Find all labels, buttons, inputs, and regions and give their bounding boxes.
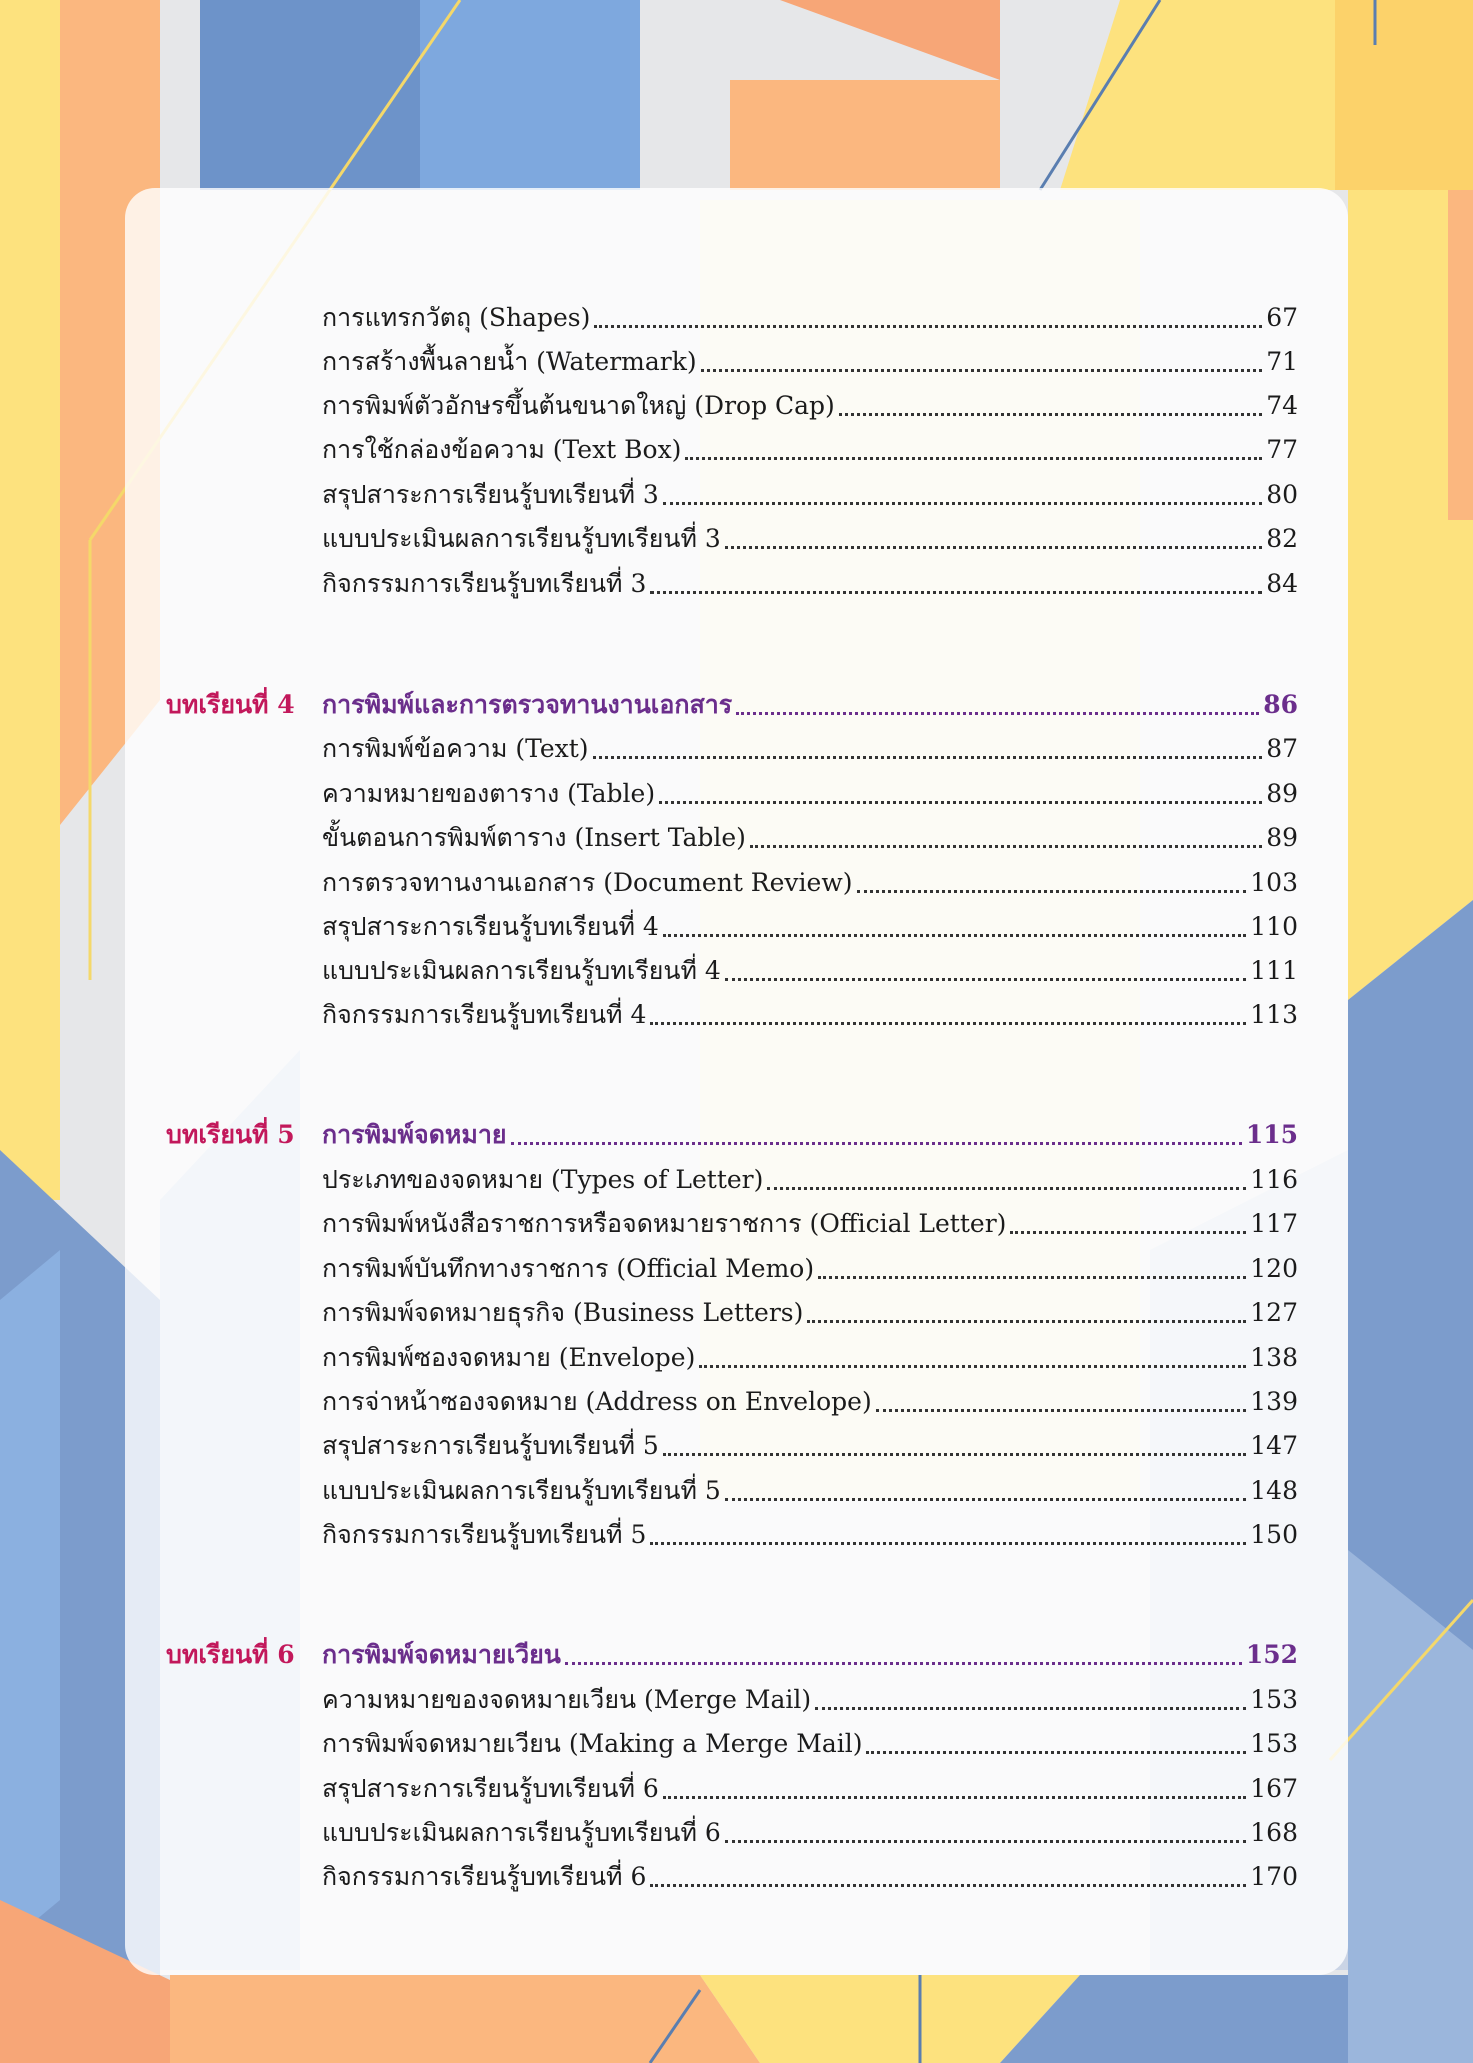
- toc-entry-page: 170: [1250, 1862, 1298, 1891]
- toc-entry-title: แบบประเมินผลการเรียนรู้บทเรียนที่ 6: [322, 1818, 721, 1847]
- toc-entry-title: แบบประเมินผลการเรียนรู้บทเรียนที่ 3: [322, 524, 721, 553]
- toc-entry[interactable]: [322, 1205, 1298, 1243]
- chapter-title: การพิมพ์จดหมายเวียน: [322, 1640, 561, 1669]
- dot-leader: [650, 1022, 1246, 1025]
- chapter-page: 152: [1245, 1640, 1298, 1669]
- dot-leader: [866, 1751, 1246, 1754]
- toc-entry-title: การพิมพ์จดหมายเวียน (Making a Merge Mail): [322, 1729, 863, 1758]
- toc-entry[interactable]: [322, 1681, 1298, 1719]
- dot-leader: [593, 756, 1263, 759]
- toc-entry-title: การพิมพ์ตัวอักษรขึ้นต้นขนาดใหญ่ (Drop Cap): [322, 391, 835, 420]
- toc-entry[interactable]: [322, 996, 1298, 1034]
- toc-entry[interactable]: [322, 1161, 1298, 1199]
- toc-entry-page: 153: [1250, 1685, 1298, 1714]
- toc-entry-page: 168: [1250, 1818, 1298, 1847]
- dot-leader: [699, 1365, 1246, 1368]
- toc-entry[interactable]: [322, 343, 1298, 381]
- toc-entry-page: 103: [1250, 868, 1298, 897]
- dot-leader: [663, 1796, 1246, 1799]
- toc-entry-page: 74: [1266, 391, 1298, 420]
- toc-entry-title: การตรวจทานงานเอกสาร (Document Review): [322, 868, 853, 897]
- dot-leader: [725, 978, 1246, 981]
- toc-entry-page: 147: [1250, 1431, 1298, 1460]
- dot-leader: [839, 413, 1262, 416]
- toc-entry-title: สรุปสาระการเรียนรู้บทเรียนที่ 3: [322, 480, 659, 509]
- chapter-4-label: บทเรียนที่ 4: [166, 690, 295, 719]
- toc-entry-title: สรุปสาระการเรียนรู้บทเรียนที่ 4: [322, 912, 659, 941]
- toc-entry[interactable]: [322, 1770, 1298, 1808]
- toc-entry[interactable]: [322, 299, 1298, 337]
- chapter-6-label: บทเรียนที่ 6: [166, 1640, 295, 1669]
- toc-entry[interactable]: [322, 908, 1298, 946]
- toc-entry-title: ความหมายของตาราง (Table): [322, 779, 656, 808]
- toc-entry-page: 77: [1266, 435, 1298, 464]
- dot-leader: [876, 1409, 1247, 1412]
- toc-entry-title: การพิมพ์ข้อความ (Text): [322, 734, 589, 763]
- dot-leader: [650, 591, 1262, 594]
- dot-leader: [750, 845, 1262, 848]
- toc-entry-title: การใช้กล่องข้อความ (Text Box): [322, 435, 682, 464]
- toc-entry[interactable]: [322, 819, 1298, 857]
- dot-leader: [807, 1320, 1246, 1323]
- toc-entry-title: ขั้นตอนการพิมพ์ตาราง (Insert Table): [322, 823, 746, 852]
- dot-leader: [767, 1187, 1246, 1190]
- toc-entry-title: ความหมายของจดหมายเวียน (Merge Mail): [322, 1685, 812, 1714]
- toc-entry-title: กิจกรรมการเรียนรู้บทเรียนที่ 4: [322, 1000, 647, 1029]
- dot-leader: [701, 369, 1263, 372]
- toc-entry-title: แบบประเมินผลการเรียนรู้บทเรียนที่ 4: [322, 956, 721, 985]
- toc-entry[interactable]: [322, 730, 1298, 768]
- toc-entry-page: 150: [1250, 1520, 1298, 1549]
- toc-entry-title: การแทรกวัตถุ (Shapes): [322, 303, 591, 332]
- dot-leader: [650, 1542, 1246, 1545]
- toc-entry-title: สรุปสาระการเรียนรู้บทเรียนที่ 6: [322, 1774, 659, 1803]
- toc-entry-page: 117: [1250, 1209, 1298, 1238]
- toc-entry-title: กิจกรรมการเรียนรู้บทเรียนที่ 5: [322, 1520, 647, 1549]
- toc-entry-title: กิจกรรมการเรียนรู้บทเรียนที่ 6: [322, 1862, 647, 1891]
- toc-entry[interactable]: [322, 775, 1298, 813]
- dot-leader: [725, 1840, 1246, 1843]
- toc-entry-page: 87: [1266, 734, 1298, 763]
- dot-leader: [725, 1498, 1246, 1501]
- toc-entry[interactable]: [322, 1814, 1298, 1852]
- chapter-page: 115: [1245, 1120, 1298, 1149]
- toc-entry-page: 89: [1266, 779, 1298, 808]
- toc-entry[interactable]: [322, 1427, 1298, 1465]
- toc-entry-page: 116: [1250, 1165, 1298, 1194]
- toc-entry-title: การจ่าหน้าซองจดหมาย (Address on Envelope): [322, 1387, 872, 1416]
- toc-entry-title: ประเภทของจดหมาย (Types of Letter): [322, 1165, 764, 1194]
- toc-entry-page: 82: [1266, 524, 1298, 553]
- toc-entry[interactable]: [322, 1250, 1298, 1288]
- toc-entry-page: 167: [1250, 1774, 1298, 1803]
- chapter-page: 86: [1263, 690, 1298, 719]
- toc-entry[interactable]: [322, 1472, 1298, 1510]
- dot-leader: [725, 546, 1262, 549]
- toc-entry[interactable]: [322, 952, 1298, 990]
- dot-leader: [857, 890, 1247, 893]
- chapter-5-label: บทเรียนที่ 5: [166, 1120, 295, 1149]
- toc-entry[interactable]: [322, 864, 1298, 902]
- toc-entry[interactable]: [322, 1294, 1298, 1332]
- toc-entry-title: การพิมพ์หนังสือราชการหรือจดหมายราชการ (Official Letter): [322, 1209, 1007, 1238]
- dot-leader: [663, 502, 1262, 505]
- dot-leader: [659, 801, 1262, 804]
- toc-entry[interactable]: [322, 565, 1298, 603]
- toc-entry-page: 138: [1250, 1343, 1298, 1372]
- toc-entry-title: สรุปสาระการเรียนรู้บทเรียนที่ 5: [322, 1431, 659, 1460]
- toc-entry-page: 80: [1266, 480, 1298, 509]
- toc-entry[interactable]: [322, 1383, 1298, 1421]
- dot-leader: [818, 1276, 1246, 1279]
- toc-entry[interactable]: [322, 387, 1298, 425]
- toc-entry-page: 153: [1250, 1729, 1298, 1758]
- toc-entry[interactable]: [322, 1725, 1298, 1763]
- toc-entry-page: 71: [1266, 347, 1298, 376]
- dot-leader: [1010, 1231, 1246, 1234]
- dot-leader: [663, 934, 1246, 937]
- toc-entry-page: 84: [1266, 569, 1298, 598]
- toc-entry-page: 127: [1250, 1298, 1298, 1327]
- chapter-title: การพิมพ์จดหมาย: [322, 1120, 507, 1149]
- toc-entry[interactable]: [322, 1516, 1298, 1554]
- toc-entry-page: 148: [1250, 1476, 1298, 1505]
- toc-entry-title: แบบประเมินผลการเรียนรู้บทเรียนที่ 5: [322, 1476, 721, 1505]
- chapter-title: การพิมพ์และการตรวจทานงานเอกสาร: [322, 690, 733, 719]
- toc-entry[interactable]: [322, 431, 1298, 469]
- dot-leader: [565, 1662, 1242, 1665]
- toc-entry[interactable]: [322, 1858, 1298, 1896]
- chapter-6-heading[interactable]: [322, 1636, 1298, 1674]
- toc-entry-title: การสร้างพื้นลายน้ำ (Watermark): [322, 347, 697, 376]
- dot-leader: [511, 1142, 1242, 1145]
- toc-entry[interactable]: [322, 476, 1298, 514]
- dot-leader: [650, 1884, 1246, 1887]
- toc-entry-page: 120: [1250, 1254, 1298, 1283]
- dot-leader: [663, 1453, 1246, 1456]
- toc-entry[interactable]: [322, 520, 1298, 558]
- chapter-5-heading[interactable]: [322, 1116, 1298, 1154]
- toc-entry-page: 139: [1250, 1387, 1298, 1416]
- toc-entry[interactable]: [322, 1339, 1298, 1377]
- toc-entry-title: การพิมพ์ซองจดหมาย (Envelope): [322, 1343, 696, 1372]
- toc-entry-page: 111: [1250, 956, 1298, 985]
- toc-entry-page: 113: [1250, 1000, 1298, 1029]
- dot-leader: [685, 457, 1262, 460]
- toc-entry-title: การพิมพ์บันทึกทางราชการ (Official Memo): [322, 1254, 815, 1283]
- toc-entry-page: 67: [1266, 303, 1298, 332]
- dot-leader: [815, 1707, 1246, 1710]
- toc-entry-page: 110: [1250, 912, 1298, 941]
- dot-leader: [594, 325, 1262, 328]
- dot-leader: [736, 712, 1259, 715]
- toc-entry-page: 89: [1266, 823, 1298, 852]
- toc-entry-title: กิจกรรมการเรียนรู้บทเรียนที่ 3: [322, 569, 647, 598]
- toc-entry-title: การพิมพ์จดหมายธุรกิจ (Business Letters): [322, 1298, 804, 1327]
- chapter-4-heading[interactable]: [322, 686, 1298, 724]
